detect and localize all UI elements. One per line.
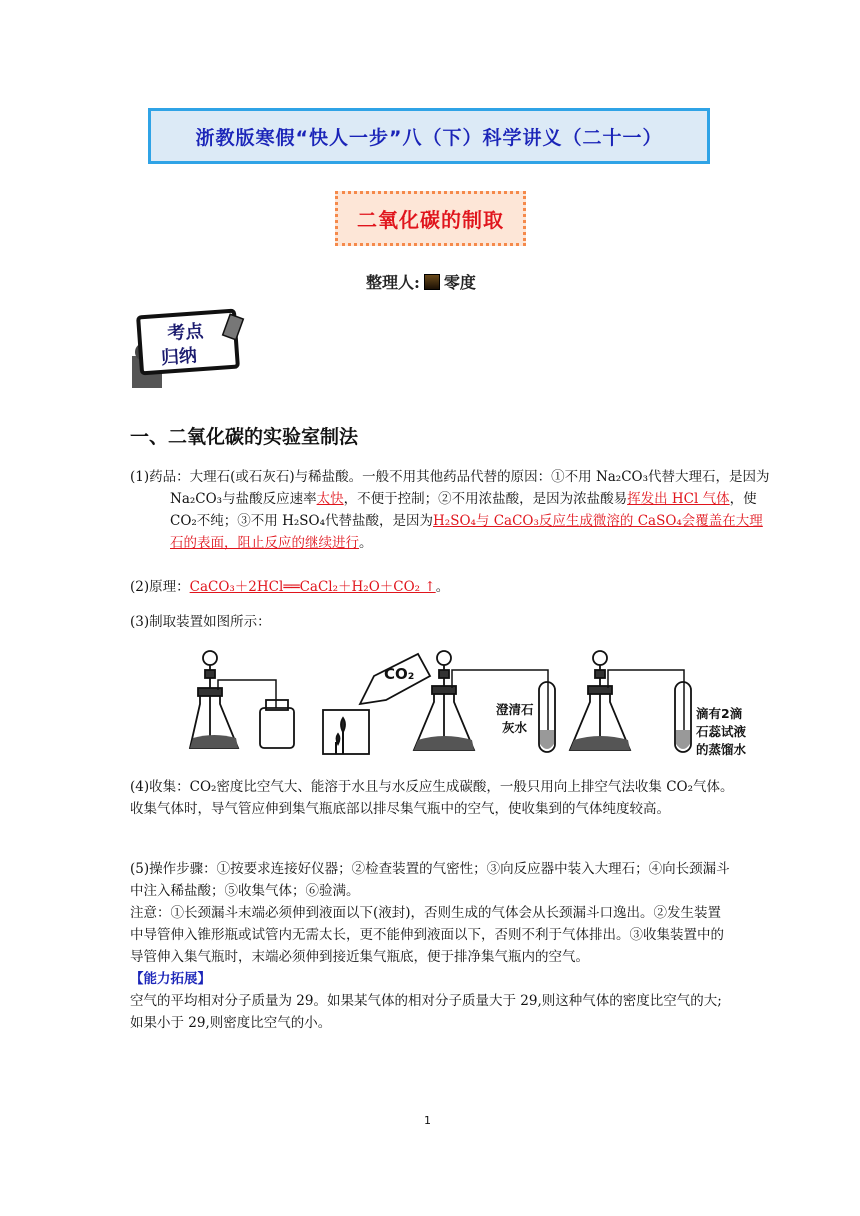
extension-title: 【能力拓展】: [130, 971, 211, 987]
limewater-label-1: 澄清石: [496, 702, 534, 717]
title-box: [148, 108, 710, 164]
topic-box: [335, 191, 526, 246]
answer-caso4: H₂SO₄与 CaCO₃反应生成微溶的 CaSO₄会覆盖在大理石的表面，阻止反应的继续进行: [170, 513, 763, 551]
litmus-label-3: 的蒸馏水: [696, 742, 747, 757]
key-points-badge: [130, 308, 248, 388]
reagents-text-1: (1)药品：大理石(或石灰石)与稀盐酸。一般不用其他药品代替的原因：①不用 Na₂CO₃代替大理石，是因为Na₂CO₃与盐酸反应速率: [130, 469, 770, 507]
reagents-text-3: ，使 CO₂不纯；③不用 H₂SO₄代替盐酸，是因为: [170, 491, 757, 529]
author-label: 整理人:: [366, 273, 420, 292]
litmus-label-2: 石蕊试液: [696, 724, 747, 739]
document-title: 浙教版寒假“快人一步”八（下）科学讲义（二十一）: [195, 126, 663, 149]
paragraph-principle: [130, 576, 734, 598]
apparatus-figure: [188, 646, 758, 764]
author-avatar-icon: [424, 274, 440, 290]
reaction-equation: CaCO₃＋2HCl══CaCl₂＋H₂O＋CO₂ ↑: [189, 579, 436, 595]
badge-text-2: 归纳: [160, 345, 198, 369]
notes-text: 注意：①长颈漏斗末端必须伸到液面以下(液封)，否则生成的气体会从长颈漏斗口逸出。②发生装置中导管伸入锥形瓶或试管内无需太长，更不能伸到液面以下，否则不利于气体排出。③收集装置中的导管伸入集气瓶时，末端必须伸到接近集气瓶底，便于排净集气瓶内的空气。: [130, 905, 724, 965]
reagents-text-end: 。: [359, 535, 373, 551]
generator-with-collector: [190, 651, 294, 748]
paragraph-collection: (4)收集：CO₂密度比空气大、能溶于水且与水反应生成碳酸，一般只用向上排空气法收集 CO₂气体。收集气体时，导气管应伸到集气瓶底部以排尽集气瓶中的空气，使收集到的气体纯度较高。: [130, 779, 734, 817]
answer-too-fast: 太快: [316, 491, 344, 507]
funnel-top: [203, 651, 217, 665]
extension-text: 空气的平均相对分子质量为 29。如果某气体的相对分子质量大于 29,则这种气体的密度比空气的大;如果小于 29,则密度比空气的小。: [130, 993, 722, 1031]
topic-title: 二氧化碳的制取: [357, 208, 504, 232]
generator-with-limewater: [414, 651, 555, 752]
principle-label: (2)原理：: [130, 579, 190, 595]
badge-text-1: 考点: [166, 320, 205, 345]
answer-volatile-hcl: 挥发出 HCl 气体: [627, 491, 730, 507]
page-number: 1: [424, 1114, 431, 1127]
paragraph-steps: [130, 858, 734, 1034]
section-heading: 一、二氧化碳的实验室制法: [130, 426, 359, 448]
reagents-text-2: ，不便于控制；②不用浓盐酸，是因为浓盐酸易: [343, 491, 628, 507]
steps-text: (5)操作步骤：①按要求连接好仪器；②检查装置的气密性；③向反应器中装入大理石；④向长颈漏斗中注入稀盐酸；⑤收集气体；⑥验满。: [130, 861, 730, 899]
paragraph-reagents: [130, 466, 774, 554]
principle-end: 。: [435, 579, 450, 595]
litmus-label-1: 滴有2滴: [696, 706, 743, 721]
generator-with-litmus-water: [570, 651, 747, 757]
limewater-label-2: 灰水: [502, 720, 528, 735]
paragraph-apparatus: (3)制取装置如图所示：: [130, 614, 271, 630]
author-name: 零度: [443, 273, 476, 292]
author-line: [366, 270, 476, 293]
beaker: [323, 710, 369, 754]
bottle-label: CO₂: [384, 665, 415, 683]
pouring-co2-beaker: [323, 654, 430, 754]
